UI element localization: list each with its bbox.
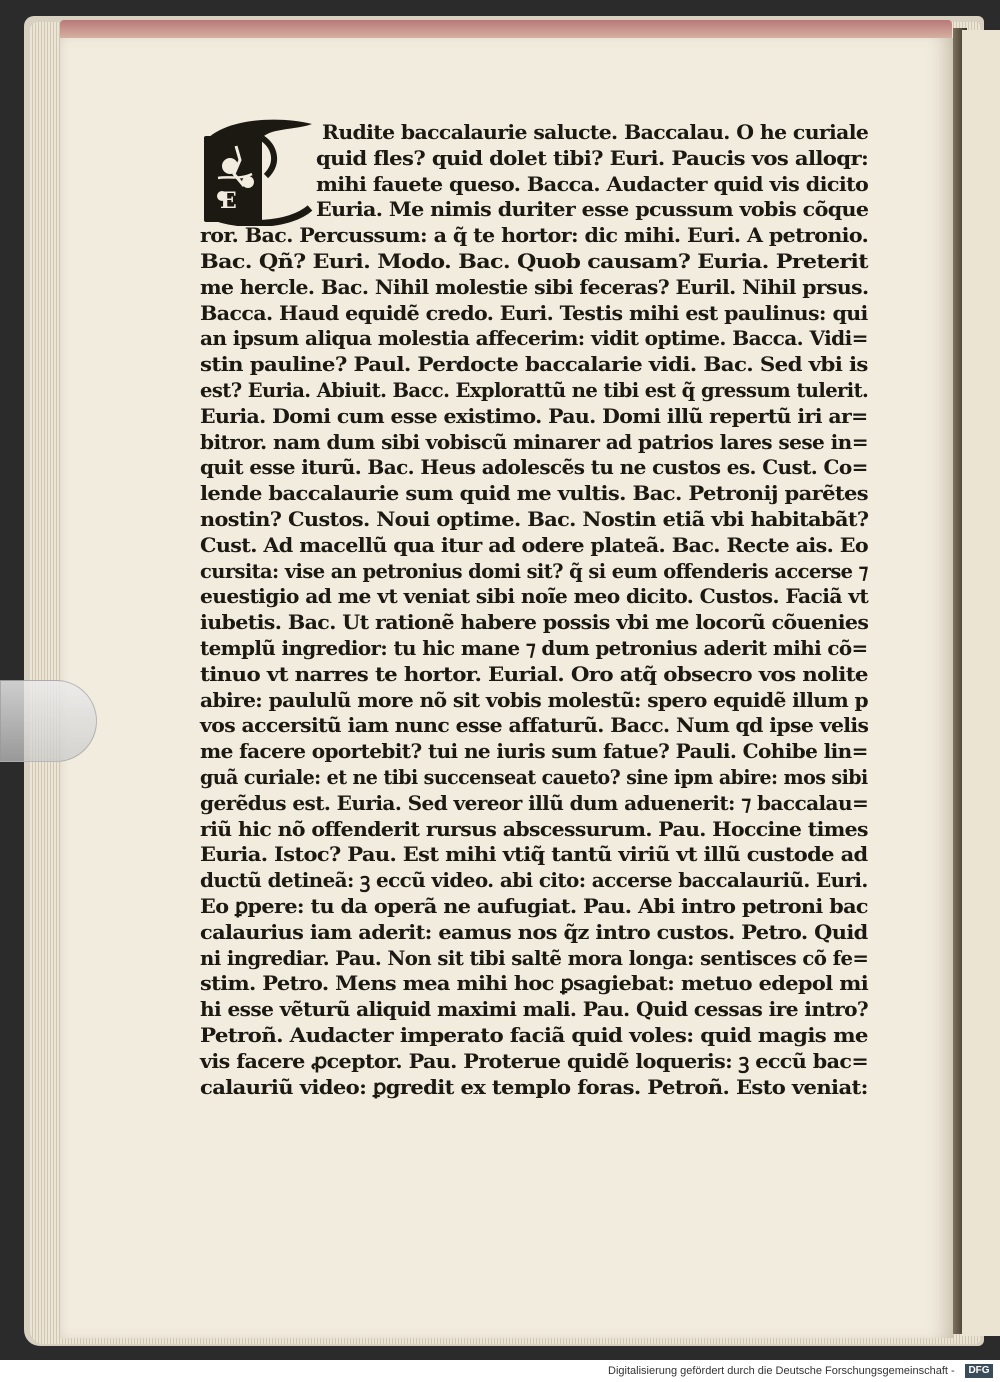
text-line: Bacca. Haud equidẽ credo. Euri. Testis mihi est paulinus: qui bbox=[200, 300, 868, 325]
text-line: stim. Petro. Mens mea mihi hoc ꝑsagiebat: metuo edepol mi bbox=[200, 971, 869, 996]
page-clip bbox=[0, 680, 97, 762]
text-line: Euria. Istoc? Pau. Est mihi vtiq̃ tantũ viriũ vt illũ custode ad bbox=[200, 842, 868, 867]
decorated-initial-letter bbox=[200, 116, 318, 226]
text-line: nostin? Custos. Noui optime. Bac. Nostin etiã vbi habitabãt? bbox=[200, 507, 869, 531]
text-line: quit esse iturũ. Bac. Heus adolescẽs tu ne custos es. Cust. Co= bbox=[200, 455, 868, 480]
text-line: an ipsum aliqua molestia affecerim: vidit optime. Bacca. Vidi= bbox=[200, 326, 868, 351]
text-line: mihi fauete queso. Bacca. Audacter quid vis dicito bbox=[316, 171, 869, 196]
text-line: Cust. Ad macellũ qua itur ad odere plateã. Bac. Recte ais. Eo bbox=[200, 532, 869, 557]
text-line: stin pauline? Paul. Perdocte baccalarie vidi. Bac. Sed vbi is bbox=[200, 352, 868, 377]
digitization-credit: Digitalisierung gefördert durch die Deutsche Forschungsgemeinschaft - bbox=[608, 1365, 955, 1377]
text-line: vos accersitũ iam nunc esse affaturũ. Bacc. Num qd ipse velis bbox=[200, 713, 869, 738]
text-line: calauriũ video: ꝑgredit ex templo foras. Petroñ. Esto veniat: bbox=[200, 1074, 868, 1099]
text-line: lende baccalaurie sum quid me vultis. Bac. Petronij parẽtes bbox=[200, 481, 869, 506]
text-line: Rudite baccalaurie salucte. Baccalau. O he curiale bbox=[322, 120, 869, 144]
text-line: cursita: vise an petronius domi sit? q̃ si eum offenderis accerse ⁊ bbox=[200, 558, 868, 583]
text-line: est? Euria. Abiuit. Bacc. Explorattũ ne tibi est q̃ gressum tulerit. bbox=[200, 378, 869, 402]
text-line: templũ ingredior: tu hic mane ⁊ dum petronius aderit mihi cõ= bbox=[200, 636, 868, 660]
text-line: iubetis. Bac. Ut rationẽ habere possis vbi me locorũ cõuenies bbox=[200, 610, 869, 635]
text-line: Eo ꝑpere: tu da operã ne aufugiat. Pau. Abi intro petroni bac bbox=[200, 894, 868, 918]
text-line: me hercle. Bac. Nihil molestie sibi feceras? Euril. Nihil prsus. bbox=[200, 274, 869, 299]
text-line: calaurius iam aderit: eamus nos q̃z intro custos. Petro. Quid bbox=[200, 919, 868, 944]
text-line: Euria. Me nimis duriter esse pcussum vobis cõque bbox=[316, 197, 869, 222]
text-line: hi esse vẽturũ aliquid maximi mali. Pau. Quid cessas ire intro? bbox=[200, 997, 869, 1022]
text-line: Petroñ. Audacter imperato faciã quid voles: quid magis me bbox=[200, 1023, 868, 1047]
text-line: ror. Bac. Percussum: a q̃ te hortor: dic mihi. Euri. A petronio. bbox=[200, 223, 869, 248]
text-line: gerẽdus est. Euria. Sed vereor illũ dum aduenerit: ⁊ baccalau= bbox=[200, 790, 869, 815]
svg-text:E: E bbox=[220, 188, 237, 214]
text-line: riũ hic nõ offenderit rursus abscessurum. Pau. Hoccine times bbox=[200, 816, 868, 841]
text-line: bitror. nam dum sibi vobiscũ minarer ad patrios lares sese in= bbox=[200, 429, 868, 454]
text-line: euestigio ad me vt veniat sibi noĩe meo dicito. Custos. Faciã vt bbox=[200, 584, 869, 609]
text-line: vis facere ꝓceptor. Pau. Proterue quidẽ loqueris: ꝫ eccũ bac= bbox=[200, 1048, 869, 1073]
text-line: tinuo vt narres te hortor. Eurial. Oro atq̃ obsecro vos nolite bbox=[200, 661, 868, 686]
red-top-edge bbox=[60, 20, 952, 40]
text-line: Euria. Domi cum esse existimo. Pau. Domi illũ repertũ iri ar= bbox=[200, 403, 868, 428]
text-line: ni ingrediar. Pau. Non sit tibi saltẽ mora longa: sentisces cõ fe= bbox=[200, 945, 869, 970]
facing-page-edge bbox=[962, 30, 1000, 1336]
text-line: ductũ detineã: ꝫ eccũ video. abi cito: accerse baccalauriũ. Euri. bbox=[200, 868, 868, 893]
dfg-logo: DFG bbox=[965, 1364, 993, 1378]
text-line: guã curiale: et ne tibi succenseat caueto? sine ipm abire: mos sibi bbox=[200, 765, 868, 789]
text-line: abire: paululũ more nõ sit vobis molestũ: spero equidẽ illum p bbox=[200, 687, 869, 712]
text-line: Bac. Qñ? Euri. Modo. Bac. Quob causam? Euria. Preterit bbox=[200, 249, 868, 273]
text-line: quid fles? quid dolet tibi? Euri. Paucis vos alloqr: bbox=[316, 145, 869, 170]
text-line: me facere oportebit? tui ne iuris sum fatue? Pauli. Cohibe lin= bbox=[200, 739, 868, 764]
